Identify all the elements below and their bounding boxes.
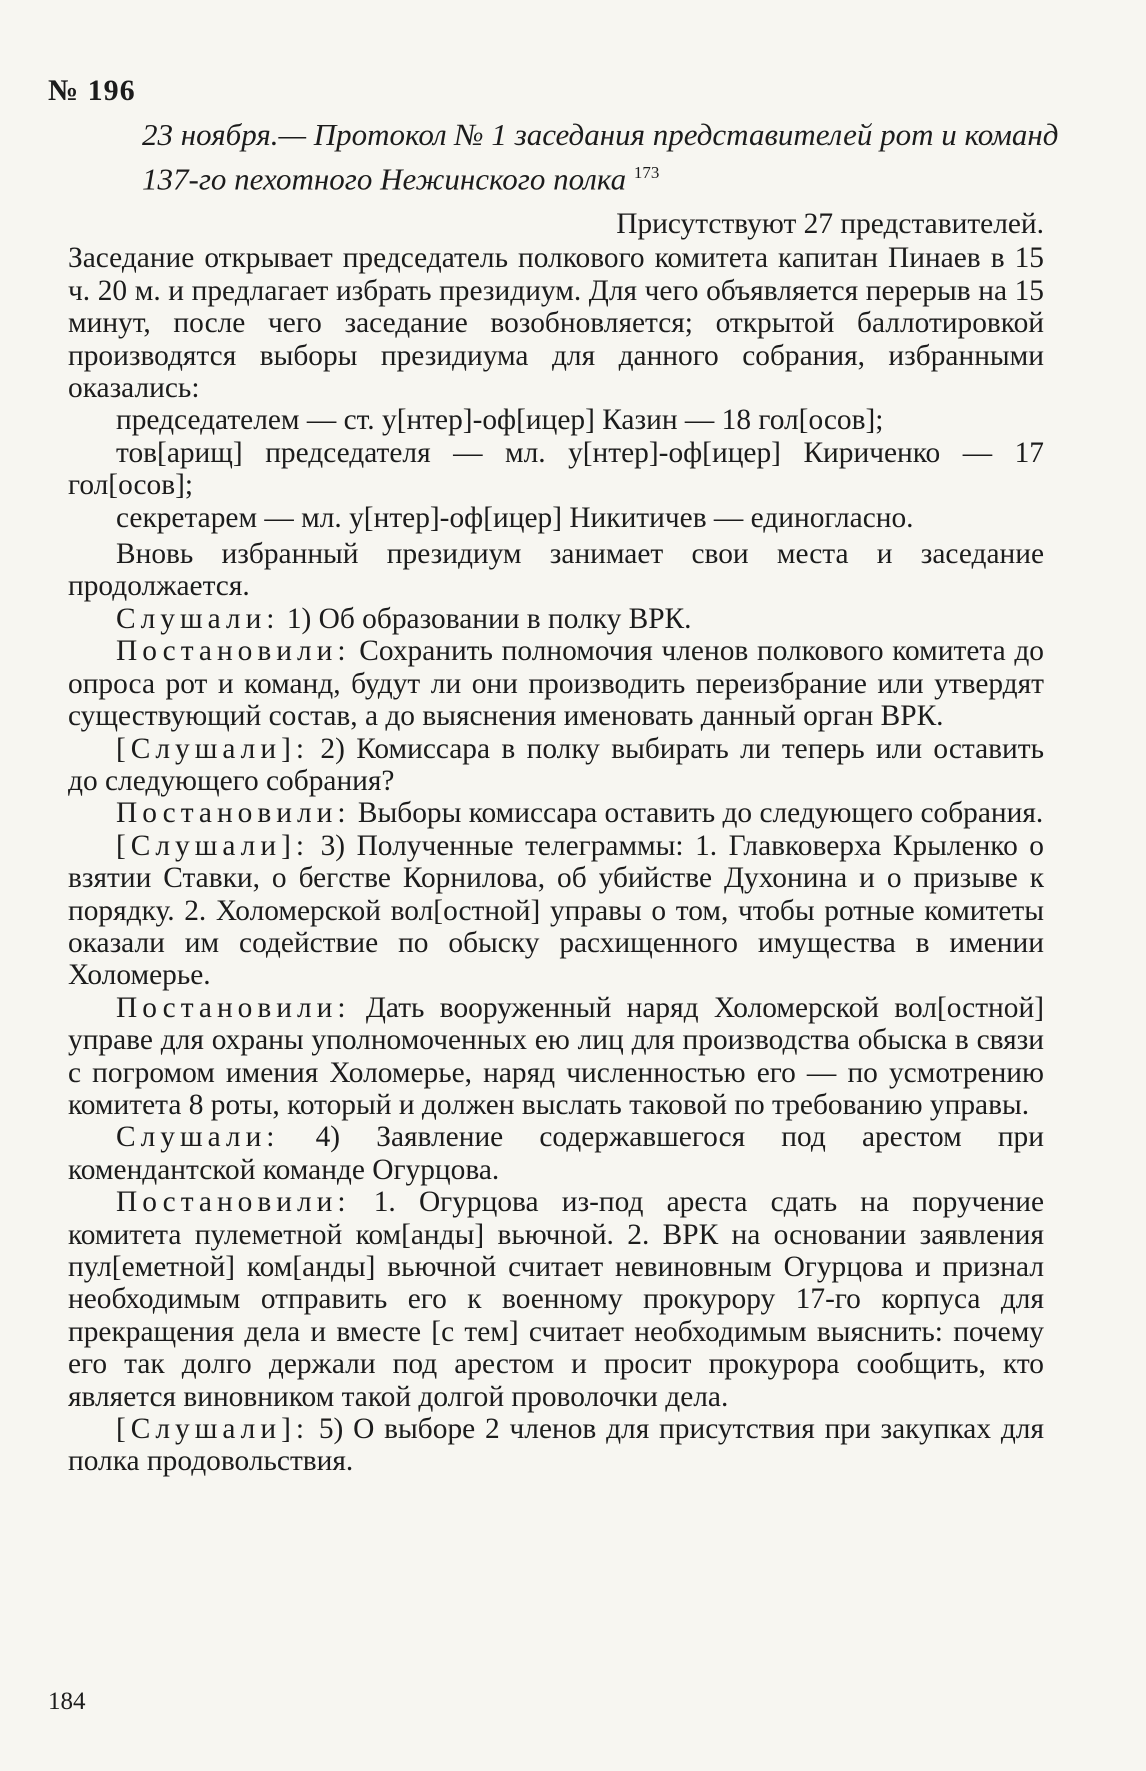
document-title <box>142 116 1062 198</box>
page-number: 184 <box>48 1688 86 1715</box>
item-3-heard <box>68 830 1044 992</box>
item-2-resolved <box>68 797 1044 829</box>
item-2-heard <box>68 733 1044 798</box>
vice-chair-election: тов[арищ] председателя — мл. у[нтер]-оф[ицер] Кириченко — 17 гол[осов]; <box>68 436 1044 502</box>
heard-label: [Слушали]: <box>116 1413 310 1446</box>
item-4-heard-text: 4) Заявление содержавшегося под арестом при комендантской команде Огурцова. <box>68 1121 1044 1186</box>
resolved-label: Постановили: <box>116 1186 351 1219</box>
secretary-election: секретарем — мл. у[нтер]-оф[ицер] Никитичев — единогласно. <box>116 501 914 534</box>
item-2-heard-text: 2) Комиссара в полку выбирать ли теперь или оставить до следующего собрания? <box>68 732 1044 797</box>
title-text: 23 ноября.— Протокол № 1 заседания представителей рот и команд 137-го пехотного Нежинского полка <box>142 117 1059 197</box>
heard-label: [Слушали]: <box>116 829 310 862</box>
item-1-resolved-text: Сохранить полномочия членов полкового комитета до опроса рот и команд, будут ли они производить переизбрание или утвердят существующий состав, а до выяснения именовать данный орган ВРК. <box>68 635 1044 733</box>
presidium-paragraph: Вновь избранный президиум занимает свои места и заседание продолжается. <box>68 538 1044 603</box>
footnote-ref: 173 <box>633 163 660 182</box>
chair-election: председателем — ст. у[нтер]-оф[ицер] Казин — 18 гол[осов]; <box>116 404 884 437</box>
attendance-line: Присутствуют 27 представителей. <box>616 208 1044 240</box>
item-4-resolved-text: 1. Огурцова из-под ареста сдать на поручение комитета пулеметной ком[анды] вьючной. 2. ВРК на основании заявления пул[еметной] ком[анды] вьючной считает невиновным Огурцова и признал необходимым отправить его к военному прокурору 17-го корпуса для прекращения дела и вместе [с тем] считает необходимым выяснить: почему его так долго держали под арестом и просит прокурора сообщить, кто является виновником такой долгой проволочки дела. <box>68 1186 1044 1413</box>
resolved-label: Постановили: <box>116 797 351 830</box>
item-3-resolved <box>68 992 1044 1122</box>
item-3-heard-text: 3) Полученные телеграммы: 1. Главковерха Крыленко о взятии Ставки, о бегстве Корнилова, об убийстве Духонина и о призыве к порядку. 2. Холомерской вол[остной] управы о том, чтобы ротные комитеты оказали им содействие по обыску расхищенного имущества в имении Холомерье. <box>68 829 1044 992</box>
item-2-resolved-text: Выборы комиссара оставить до следующего собрания. <box>357 797 1044 830</box>
heard-label: [Слушали]: <box>116 732 310 765</box>
item-5-heard-text: 5) О выборе 2 членов для присутствия при закупках для полка продовольствия. <box>68 1413 1044 1478</box>
resolved-label: Постановили: <box>116 991 351 1024</box>
item-5-heard <box>68 1413 1044 1478</box>
item-4-heard <box>68 1121 1044 1186</box>
item-1-heard <box>68 603 1044 635</box>
document-number: № 196 <box>48 74 136 107</box>
item-1-heard-text: 1) Об образовании в полку ВРК. <box>286 602 692 635</box>
document-body <box>68 208 1044 1478</box>
opening-paragraph: Заседание открывает председатель полкового комитета капитан Пинаев в 15 ч. 20 м. и предлагает избрать президиум. Для чего объявляется перерыв на 15 минут, после чего заседание возобновляется; открытой баллотировкой производятся выборы президиума для данного собрания, избранными оказались: <box>68 242 1044 405</box>
item-1-resolved <box>68 635 1044 732</box>
heard-label: Слушали: <box>116 602 280 635</box>
item-3-resolved-text: Дать вооруженный наряд Холомерской вол[остной] управе для охраны уполномоченных ею лиц для производства обыска в связи с погромом имения Холомерье, наряд численностью его — по усмотрению комитета 8 роты, который и должен выслать таковой по требованию управы. <box>68 991 1044 1121</box>
item-4-resolved <box>68 1186 1044 1413</box>
heard-label: Слушали: <box>116 1121 280 1154</box>
resolved-label: Постановили: <box>116 635 351 668</box>
